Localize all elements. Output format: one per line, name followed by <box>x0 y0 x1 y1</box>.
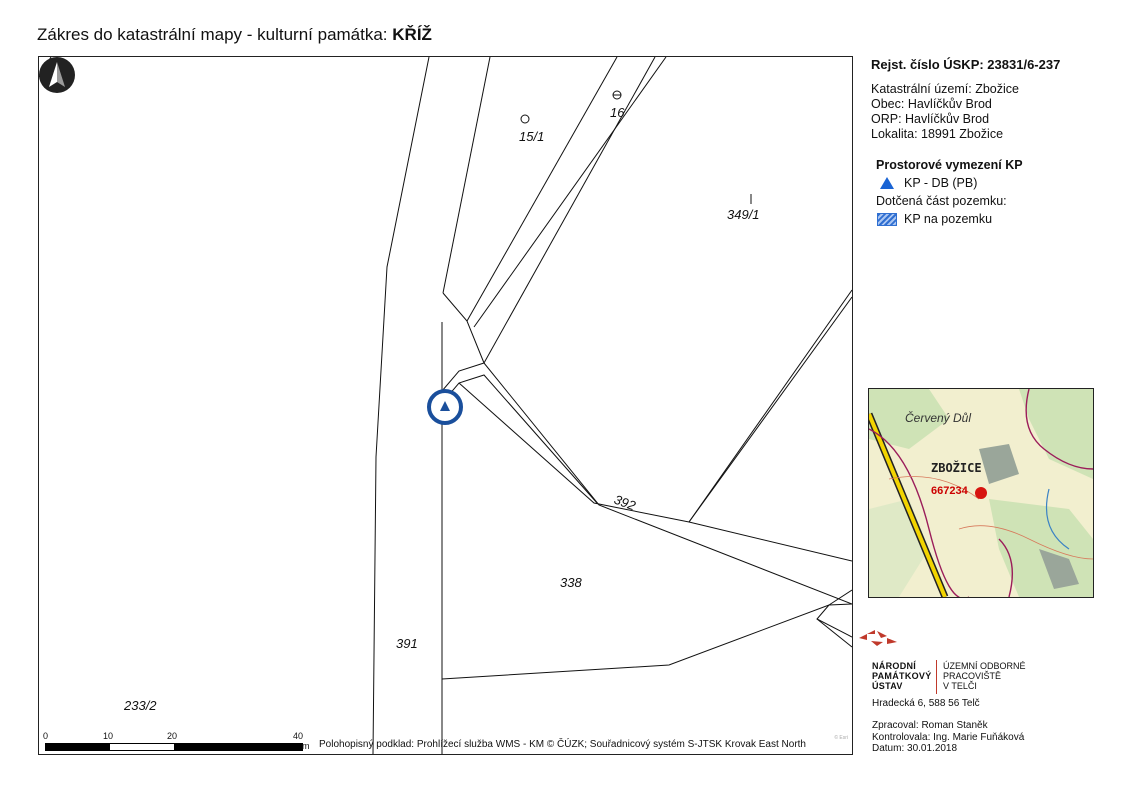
info-line: Obec: Havlíčkův Brod <box>871 97 992 111</box>
title-prefix: Zákres do katastrální mapy - kulturní památka: <box>37 25 388 44</box>
overview-map-graphics <box>869 389 1093 597</box>
unit-line: PRACOVIŠTĚ <box>943 671 1002 681</box>
parcel-label: 16 <box>610 105 625 120</box>
date: Datum: 30.01.2018 <box>872 743 958 754</box>
legend-item-area <box>876 212 1111 226</box>
parcel-label: 391 <box>396 636 418 651</box>
parcel-label: 338 <box>560 575 582 590</box>
overview-map[interactable] <box>868 388 1094 598</box>
parcel-label: 392 <box>612 491 638 514</box>
institution-line: ÚSTAV <box>872 681 903 691</box>
legend-title: Prostorové vymezení KP <box>876 158 1023 172</box>
info-line: ORP: Havlíčkův Brod <box>871 112 990 126</box>
divider <box>936 660 937 694</box>
scale-unit: m <box>302 741 310 751</box>
scale-label: 10 <box>103 731 114 741</box>
triangle-icon <box>880 177 894 189</box>
location-info <box>871 82 1111 142</box>
inset-village-label: ZBOŽICE <box>931 461 982 475</box>
boundary-stone-icon <box>521 115 529 123</box>
processed-by: Zpracoval: Roman Staněk <box>872 720 988 731</box>
location-marker-icon <box>975 487 987 499</box>
scale-label: 20 <box>167 731 178 741</box>
parcel-label: 349/1 <box>727 207 760 222</box>
page-title <box>37 25 432 45</box>
scale-label: 0 <box>43 731 49 741</box>
scale-label: 40 <box>293 731 304 741</box>
title-monument: KŘÍŽ <box>392 25 432 44</box>
credits <box>872 720 1024 755</box>
checked-by: Kontrolovala: Ing. Marie Fuňáková <box>872 731 1025 743</box>
info-line: Katastrální území: Zbožice <box>871 82 1019 96</box>
inset-code-label: 667234 <box>931 485 968 497</box>
parcel-label: 233/2 <box>124 698 157 713</box>
scale-bar <box>45 743 303 751</box>
unit-line: ÚZEMNÍ ODBORNÉ <box>943 661 1026 671</box>
inset-place-label: Červený Důl <box>905 411 972 425</box>
legend <box>876 158 1111 226</box>
map-linework <box>39 57 852 754</box>
monument-marker[interactable] <box>429 391 461 423</box>
institution-line: PAMÁTKOVÝ <box>872 671 932 681</box>
legend-item-point <box>876 176 1111 190</box>
institution-address: Hradecká 6, 588 56 Telč <box>872 698 980 709</box>
cadastral-map[interactable] <box>38 56 853 755</box>
info-panel <box>871 57 1111 226</box>
hatch-swatch-icon <box>877 213 897 226</box>
legend-affected-title: Dotčená část pozemku: <box>876 194 1007 208</box>
unit-line: V TELČI <box>943 681 977 691</box>
registry-number: Rejst. číslo ÚSKP: 23831/6-237 <box>871 57 1061 72</box>
parcel-label: 15/1 <box>519 129 545 144</box>
map-source-credit: Polohopisný podklad: Prohlížecí služba WMS - KM © ČÚZK; Souřadnicový systém S-JTSK Krovak East North <box>319 739 806 750</box>
cross-symbol-icon <box>613 91 621 99</box>
npu-logo-icon <box>857 628 899 648</box>
institution-line: NÁRODNÍ <box>872 661 917 671</box>
map-watermark: © Esri <box>834 735 848 741</box>
north-arrow-icon <box>39 57 75 93</box>
info-line: Lokalita: 18991 Zbožice <box>871 127 1004 141</box>
legend-area-label: KP na pozemku <box>904 212 993 226</box>
legend-point-label: KP - DB (PB) <box>904 176 978 190</box>
